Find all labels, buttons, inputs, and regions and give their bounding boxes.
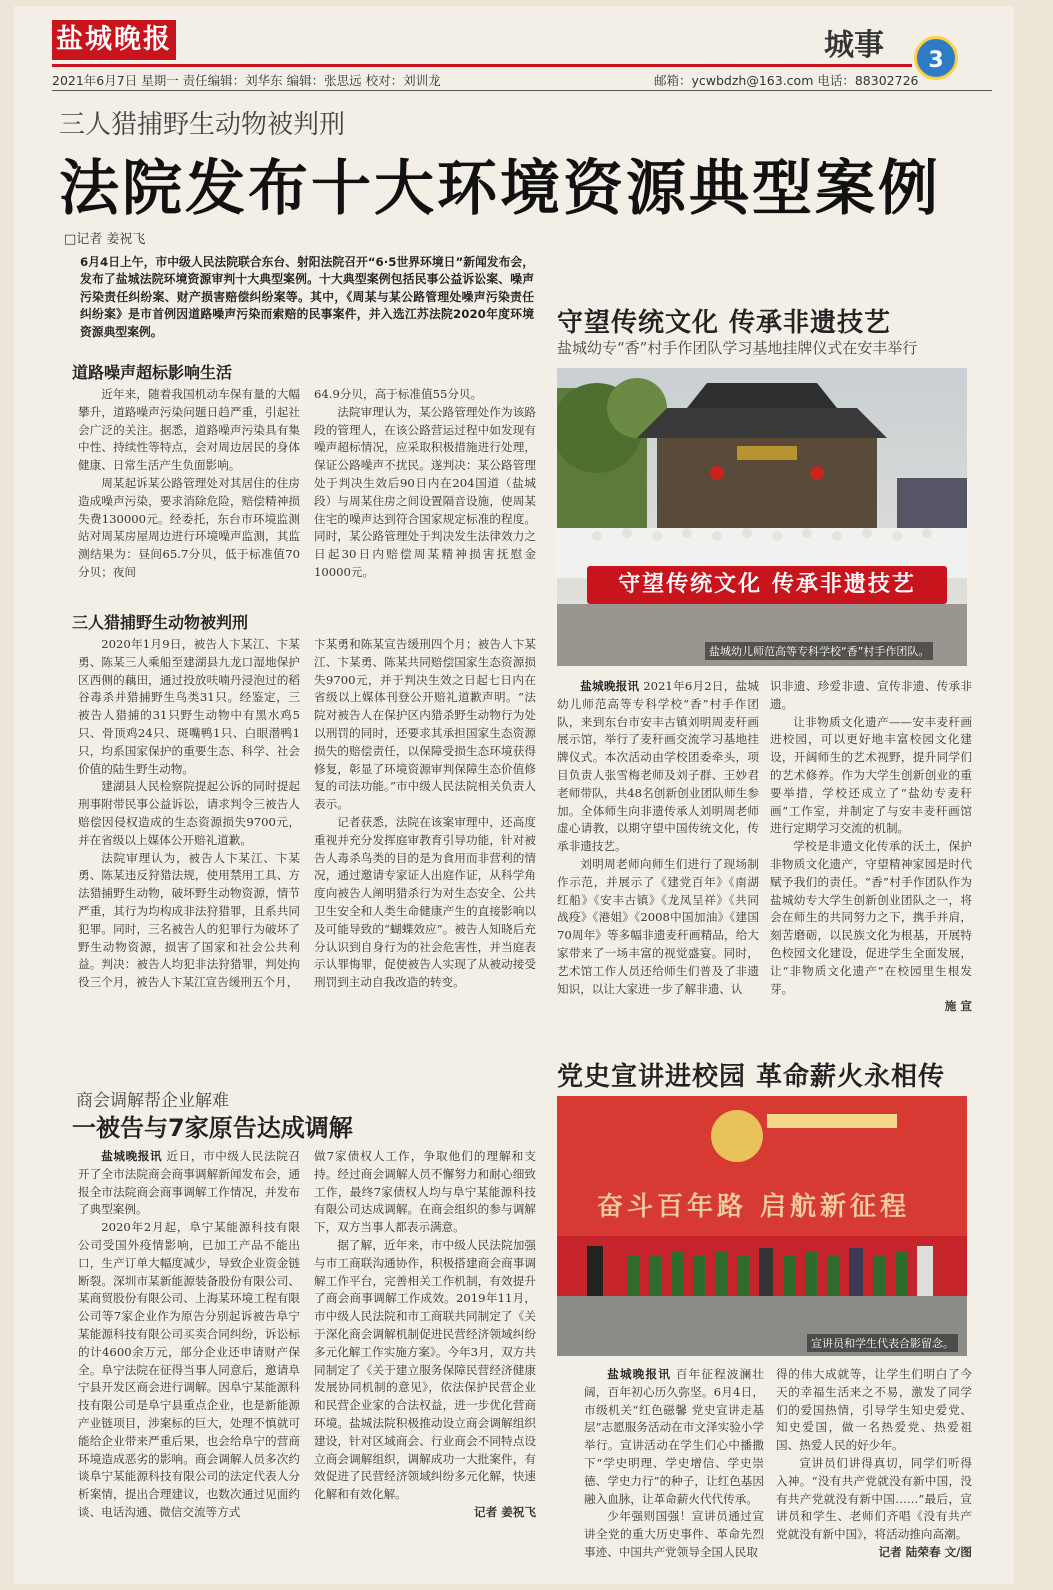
contact-line: 邮箱：ycwbdzh@163.com 电话：88302726 [654, 73, 919, 88]
feature1-photo [557, 368, 967, 666]
feature2-signature: 记者 陆荣春 文/图 [878, 1544, 972, 1559]
noise-column-2: 64.9分贝，高于标准值55分贝。 法院审理认为，某公路管理处作为该路段的管理人，在该公路营运过程中如发现有噪声超标情况，应采取积极措施进行处理，保证公路噪声不扰民。遂判决：某公路管理处于判决生效后90日内在204国道（盐城段）与周某住房之间设置隔音设施，使周某住宅的噪声达到符合国家规定标准的程度。同时，某公路管理处于判决发生法律效力之日起30日内赔偿周某精神损害抚慰金10000元。 [314, 387, 536, 579]
feature2-photo [557, 1096, 967, 1356]
bottom-kicker: 商会调解帮企业解难 [76, 1091, 229, 1111]
feature1-source: 盐城晚报讯 [580, 679, 640, 693]
feature1-subhead: 盐城幼专“香”村手作团队学习基地挂牌仪式在安丰举行 [557, 339, 918, 357]
subhead-noise: 道路噪声超标影响生活 [72, 363, 233, 382]
noise-column-1: 近年来，随着我国机动车保有量的大幅攀升，道路噪声污染问题日趋严重，引起社会广泛的关注。据悉，道路噪声污染具有集中性、持续性等特点，会对周边居民的身体健康、日常生活产生负面影响。 周某起诉某公路管理处对其居住的住房造成噪声污染，要求消除危险，赔偿精神损失费130000元。经委托，东台市环境监测站对周某房屋周边进行环境噪声监测，其监测结果为：昼间65.7分贝，低于标准值70分贝；夜间 [78, 387, 300, 579]
feature2-column-1: 盐城晚报讯 百年征程波澜壮阔，百年初心历久弥坚。6月4日，市级机关“红色磁馨 党史宣讲走基层”志愿服务活动在市文泽实验小学举行。宣讲活动在学生们心中播撒下“学史明理、学史增信、学史崇德、学史力行”的种子，让红色基因融入血脉，让革命薪火代代传承。 少年强则国强！宣讲员通过宣讲全党的重大历史事件、革命先烈事迹、中国共产党领导全国人民取 [584, 1367, 764, 1559]
feature2-caption: 宣讲员和学生代表合影留念。 [807, 1334, 958, 1352]
feature2-column-2: 得的伟大成就等，让学生们明白了今天的幸福生活来之不易，激发了同学们的爱国热情，引导学生知史爱党、知史爱国，做一名热爱党、热爱祖国、热爱人民的好少年。 宣讲员们讲得真切，同学们听得入神。“没有共产党就没有新中国，没有共产党就没有新中国……”最后，宣讲员和学生、老师们齐唱《没有共产党就没有新中国》，将活动推向高潮。 记者 陆荣春 文/图 [776, 1366, 972, 1578]
feature2-source: 盐城晚报讯 [607, 1367, 671, 1381]
bottom-column-1: 盐城晚报讯 近日，市中级人民法院召开了全市法院商会商事调解新闻发布会，通报全市法院商会商事调解工作情况，并发布了典型案例。 2020年2月起，阜宁某能源科技有限公司受国外疫情影响，已加工产品不能出口，生产订单大幅度减少，导致企业资金链断裂。深圳市某新能源装备股份有限公司、某商贸股份有限公司、上海某环境工程有限公司等7家企业作为原告分别起诉被告阜宁某能源科技有限公司买卖合同纠纷，诉讼标的计4600余万元，部分企业还申请财产保全。阜宁法院在征得当事人同意后，邀请阜宁县开发区商会进行调解。因阜宁某能源科技有限公司是阜宁县重点企业，也是新能源产业链项目，涉案标的巨大，处理不慎就可能给企业带来严重后果，也会给阜宁的营商环境造成恶劣的影响。商会调解人员多次约谈阜宁某能源科技有限公司的法定代表人分析案情，提出合理建议，也数次通过见面约谈、电话沟通、微信交流等方式 [78, 1149, 300, 1519]
feature1-headline: 守望传统文化 传承非遗技艺 [557, 308, 892, 338]
main-byline: □记者 姜祝飞 [64, 232, 146, 247]
main-kicker: 三人猎捕野生动物被判刑 [59, 110, 346, 140]
bottom-column-2: 做7家债权人工作，争取他们的理解和支持。经过商会调解人员不懈努力和耐心细致工作，最终7家债权人均与阜宁某能源科技有限公司达成调解。在商会组织的参与调解下，双方当事人都表示满意。 据了解，近年来，市中级人民法院加强与市工商联沟通协作，积极搭建商会商事调解工作平台，完善相关工作机制，有效提升了商会商事调解工作成效。2019年11月，市中级人民法院和市工商联共同制定了《关于深化商会调解机制促进民营经济领域纠纷多元化解工作实施方案》。今年3月，双方共同制定了《关于建立服务保障民营经济健康发展协同机制的意见》，依法保护民营企业和民营企业家的合法权益，进一步优化营商环境。盐城法院积极推动设立商会调解组织建设，针对区域商会、行业商会不同特点设立商会调解组织，调解成功一大批案件，有效促进了民营经济领域纠纷多元化解，快速化解和有效化解。 记者 姜祝飞 [314, 1148, 536, 1578]
masthead-rule [52, 64, 912, 67]
feature2-stage-text: 奋斗百年路 启航新征程 [597, 1192, 911, 1222]
hunting-column-1: 2020年1月9日，被告人卞某江、卞某勇、陈某三人乘船至建湖县九龙口湿地保护区西侧的藕田，通过投放呋喃丹浸泡过的稻谷毒杀并猎捕野生鸟类31只。经鉴定，三被告人猎捕的31只野生动物中有黑水鸡5只、骨顶鸡24只、斑嘴鸭1只、白眼潜鸭1只，均系国家保护的重要生态、科学、社会价值的陆生野生动物。 建湖县人民检察院提起公诉的同时提起刑事附带民事公益诉讼，请求判令三被告人赔偿因侵权造成的生态资源损失9700元，并在省级以上媒体公开赔礼道歉。 法院审理认为，被告人卞某江、卞某勇、陈某违反狩猎法规，使用禁用工具、方法猎捕野生动物，破坏野生动物资源，情节严重，其行为均构成非法狩猎罪，且系共同犯罪。同时，三名被告人的犯罪行为破坏了野生动物资源，损害了国家和社会公共利益。判决：被告人均犯非法狩猎罪，判处拘役三个月，被告人卞某江宣告缓刑五个月， [78, 637, 300, 990]
bottom-source: 盐城晚报讯 [101, 1149, 163, 1163]
masthead-logo: 盐城晚报 [52, 20, 176, 60]
main-headline: 法院发布十大环境资源典型案例 [59, 154, 941, 224]
newspaper-page [14, 6, 1014, 1584]
feature1-caption: 盐城幼儿师范高等专科学校“香”村手作团队。 [705, 642, 933, 660]
subhead-hunting: 三人猎捕野生动物被判刑 [72, 613, 249, 632]
dateline: 2021年6月7日 星期一 责任编辑：刘华东 编辑：张思远 校对：刘训龙 [52, 73, 441, 88]
page-number-badge: 3 [914, 36, 958, 80]
feature1-signature: 施 宣 [944, 999, 972, 1014]
main-lead: 6月4日上午，市中级人民法院联合东台、射阳法院召开“6·5世界环境日”新闻发布会，发布了盐城法院环境资源审判十大典型案例。十大典型案例包括民事公益诉讼案、噪声污染责任纠纷案、财产损害赔偿纠纷案等。其中，《周某与某公路管理处噪声污染责任纠纷案》是市首例因道路噪声污染而索赔的民事案件，并入选江苏法院2020年度环境资源典型案例。 [80, 255, 534, 339]
hunting-column-2: 卞某勇和陈某宣告缓刑四个月；被告人卞某江、卞某勇、陈某共同赔偿国家生态资源损失9700元，并于判决生效之日起七日内在省级以上媒体刊登公开赔礼道歉声明。“法院对被告人在保护区内猎杀野生动物行为处以刑罚的同时，还要求其承担国家生态资源损失的赔偿责任，以保障受损生态环境获得修复，彰显了环境资源审判保障生态价值修复的司法功能。”市中级人民法院相关负责人表示。 记者获悉，法院在该案审理中，还高度重视并充分发挥庭审教育引导功能，针对被告人毒杀鸟类的目的是为食用而非营利的情况，通过邀请专家证人出庭作证，从科学角度向被告人阐明猎杀行为对生态安全、公共卫生安全和人类生命健康产生的直接影响以及可能导致的“蝴蝶效应”。被告人知晓后充分认识到自身行为的社会危害性，并当庭表示认罪悔罪，促使被告人实现了从被动接受刑罚到主动自我改造的转变。 [314, 637, 536, 990]
divider [52, 90, 992, 91]
section-title: 城事 [824, 28, 884, 63]
bottom-headline: 一被告与7家原告达成调解 [72, 1114, 353, 1142]
feature2-headline: 党史宣讲进校园 革命薪火永相传 [557, 1062, 946, 1092]
feature1-column-1: 盐城晚报讯 2021年6月2日，盐城幼儿师范高等专科学校“香”村手作团队，来到东台市安丰古镇刘明周麦秆画展示馆，举行了麦秆画交流学习基地挂牌仪式。本次活动由学校团委牵头，项目负责人张雪梅老师及刘子群、王妙君老师带队，共48名创新创业团队师生参加。全体师生向非遗传承人刘明周老师虚心请教，以期守望中国传统文化，传承非遗技艺。 刘明周老师向师生们进行了现场制作示范，并展示了《建党百年》《南湖红船》《安丰古镇》《龙凤呈祥》《共同战疫》《港姐》《2008中国加油》《建国70周年》等多幅非遗麦秆画精品，给大家带来了一场丰富的视觉盛宴。同时，艺术馆工作人员还给师生们普及了非遗知识，以让大家进一步了解非遗、认 [557, 679, 759, 996]
feature1-column-2: 识非遗、珍爱非遗、宣传非遗、传承非遗。 让非物质文化遗产——安丰麦秆画进校园，可以更好地丰富校园文化建设，开阔师生的艺术视野，提升同学们的艺术修养。作为大学生创新创业的重要举措，学校还成立了“盐幼专麦秆画”工作室，并制定了与安丰麦秆画馆进行定期学习交流的机制。 学校是非遗文化传承的沃土，保护非物质文化遗产，守望精神家园是时代赋予我们的责任。“香”村手作团队作为盐城幼专大学生创新创业团队之一，将会在师生的共同努力之下，携手并肩，刻苦磨砺，以民族文化为根基，开展特色校园文化建设，促进学生全面发展，让“非物质文化遗产”在校园里生根发芽。 施 宣 [770, 678, 972, 1038]
feature1-banner: 守望传统文化 传承非遗技艺 [618, 572, 916, 597]
bottom-signature: 记者 姜祝飞 [473, 1504, 536, 1519]
